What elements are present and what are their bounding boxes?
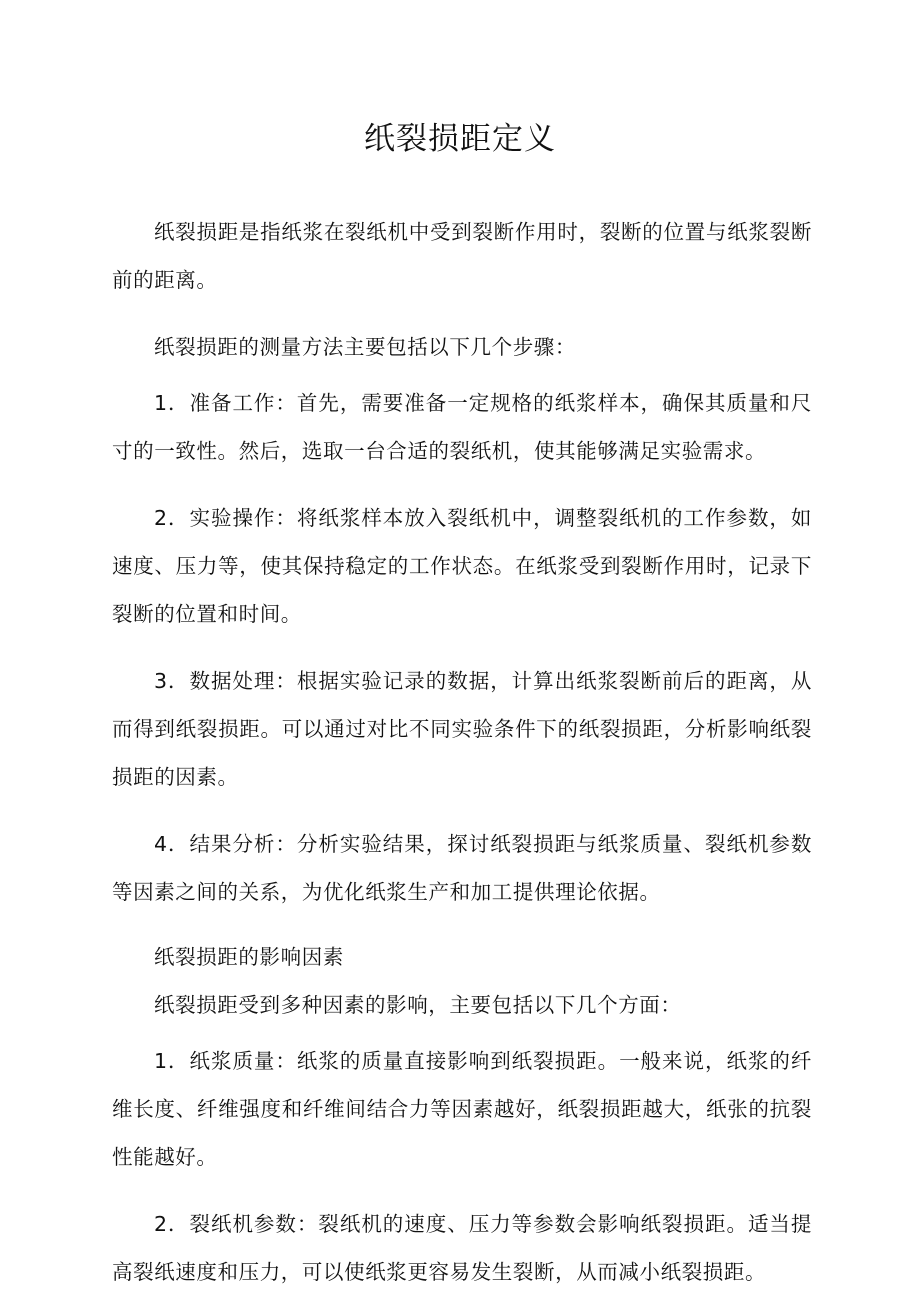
paragraph-factor-1: 1．纸浆质量：纸浆的质量直接影响到纸裂损距。一般来说，纸浆的纤维长度、纤维强度和纤维间结合力等因素越好，纸裂损距越大，纸张的抗裂性能越好。 <box>112 1049 812 1169</box>
document-body <box>112 208 812 1315</box>
paragraph-factors-intro: 纸裂损距受到多种因素的影响，主要包括以下几个方面： <box>154 993 682 1017</box>
paragraph-step-2: 2．实验操作：将纸浆样本放入裂纸机中，调整裂纸机的工作参数，如速度、压力等，使其保持稳定的工作状态。在纸浆受到裂断作用时，记录下裂断的位置和时间。 <box>112 506 812 626</box>
paragraph-step-3: 3．数据处理：根据实验记录的数据，计算出纸浆裂断前后的距离，从而得到纸裂损距。可以通过对比不同实验条件下的纸裂损距，分析影响纸裂损距的因素。 <box>112 669 812 789</box>
paragraph-definition: 纸裂损距是指纸浆在裂纸机中受到裂断作用时，裂断的位置与纸浆裂断前的距离。 <box>112 220 812 292</box>
paragraph-method-intro: 纸裂损距的测量方法主要包括以下几个步骤： <box>154 335 576 359</box>
document-title: 纸裂损距定义 <box>364 121 556 157</box>
paragraph-step-1: 1．准备工作：首先，需要准备一定规格的纸浆样本，确保其质量和尺寸的一致性。然后，选取一台合适的裂纸机，使其能够满足实验需求。 <box>112 391 812 463</box>
paragraph-factor-2: 2．裂纸机参数：裂纸机的速度、压力等参数会影响纸裂损距。适当提高裂纸速度和压力，可以使纸浆更容易发生裂断，从而减小纸裂损距。 <box>112 1212 812 1284</box>
section-heading-factors: 纸裂损距的影响因素 <box>154 945 344 969</box>
paragraph-step-4: 4．结果分析：分析实验结果，探讨纸裂损距与纸浆质量、裂纸机参数等因素之间的关系，为优化纸浆生产和加工提供理论依据。 <box>112 832 812 904</box>
